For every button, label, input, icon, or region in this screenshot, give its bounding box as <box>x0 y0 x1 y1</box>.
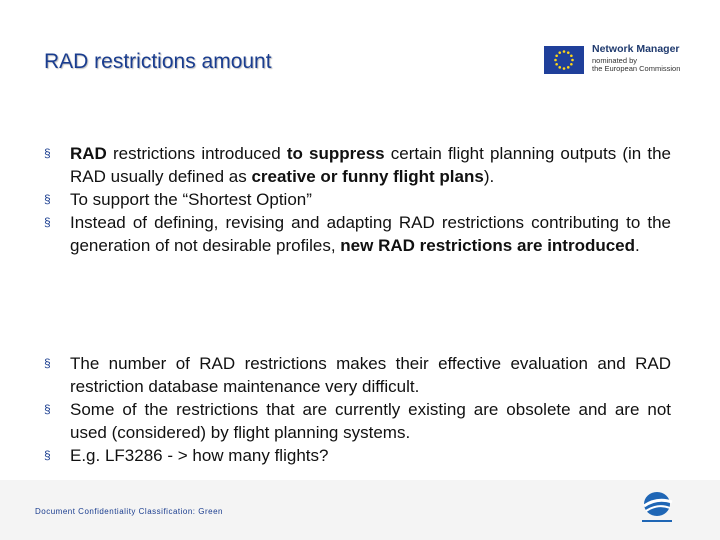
bullet-item <box>44 142 671 188</box>
bullet-text: To support the “Shortest Option” <box>70 190 312 209</box>
eu-star-icon <box>571 59 574 62</box>
eu-star-icon <box>570 54 573 57</box>
eu-star-icon <box>563 67 566 70</box>
eurocontrol-logo-icon <box>636 489 678 527</box>
bullet-item <box>44 444 671 467</box>
footer-classification: Document Confidentiality Classification: Green <box>35 507 223 516</box>
slide-title: RAD restrictions amount <box>44 50 272 73</box>
bullet-text: restrictions introduced <box>106 144 287 163</box>
eu-star-icon <box>567 66 570 69</box>
eu-star-icon <box>555 63 558 66</box>
eu-star-icon <box>558 66 561 69</box>
bullet-marker-icon: § <box>44 402 51 416</box>
bullet-text-bold: creative or funny flight plans <box>251 167 484 186</box>
eu-star-icon <box>570 63 573 66</box>
eu-star-icon <box>567 51 570 54</box>
bullet-text: certain flight planning outputs (in the RAD usually defined as <box>70 144 672 186</box>
eu-flag-icon <box>544 46 584 74</box>
network-manager-logo <box>544 44 694 76</box>
logo-line-3: the European Commission <box>592 64 681 74</box>
eu-star-icon <box>555 54 558 57</box>
bullet-marker-icon: § <box>44 192 51 206</box>
bullet-item <box>44 352 671 398</box>
bullet-text: E.g. LF3286 - > how many flights? <box>70 446 329 465</box>
bullet-item <box>44 188 671 211</box>
bullet-group-1 <box>44 142 671 257</box>
logo-name: Network Manager <box>592 43 680 55</box>
bullet-text-bold: new RAD restrictions are introduced <box>340 236 636 255</box>
bullet-item <box>44 211 671 257</box>
logo-line-2: nominated by <box>592 55 638 65</box>
bullet-text: The number of RAD restrictions makes their effective evaluation and RAD restriction database maintenance very difficult. <box>70 354 671 396</box>
bullet-text-bold: to suppress <box>286 144 385 163</box>
bullet-text: Instead of defining, revising and adapting RAD restrictions contributing to the generation of not desirable profiles, <box>70 213 671 255</box>
eu-star-icon <box>563 50 566 53</box>
bullet-text: . <box>635 236 640 255</box>
bullet-marker-icon: § <box>44 146 51 160</box>
eu-star-icon <box>554 59 557 62</box>
bullet-marker-icon: § <box>44 215 51 229</box>
bullet-text-bold: RAD <box>70 144 107 163</box>
eu-star-icon <box>558 51 561 54</box>
bullet-text: ). <box>483 167 495 186</box>
bullet-group-2 <box>44 352 671 467</box>
bullet-marker-icon: § <box>44 356 51 370</box>
bullet-marker-icon: § <box>44 448 51 462</box>
bullet-text: Some of the restrictions that are currently existing are obsolete and are not used (considered) by flight planning systems. <box>70 400 671 442</box>
bullet-item <box>44 398 671 444</box>
